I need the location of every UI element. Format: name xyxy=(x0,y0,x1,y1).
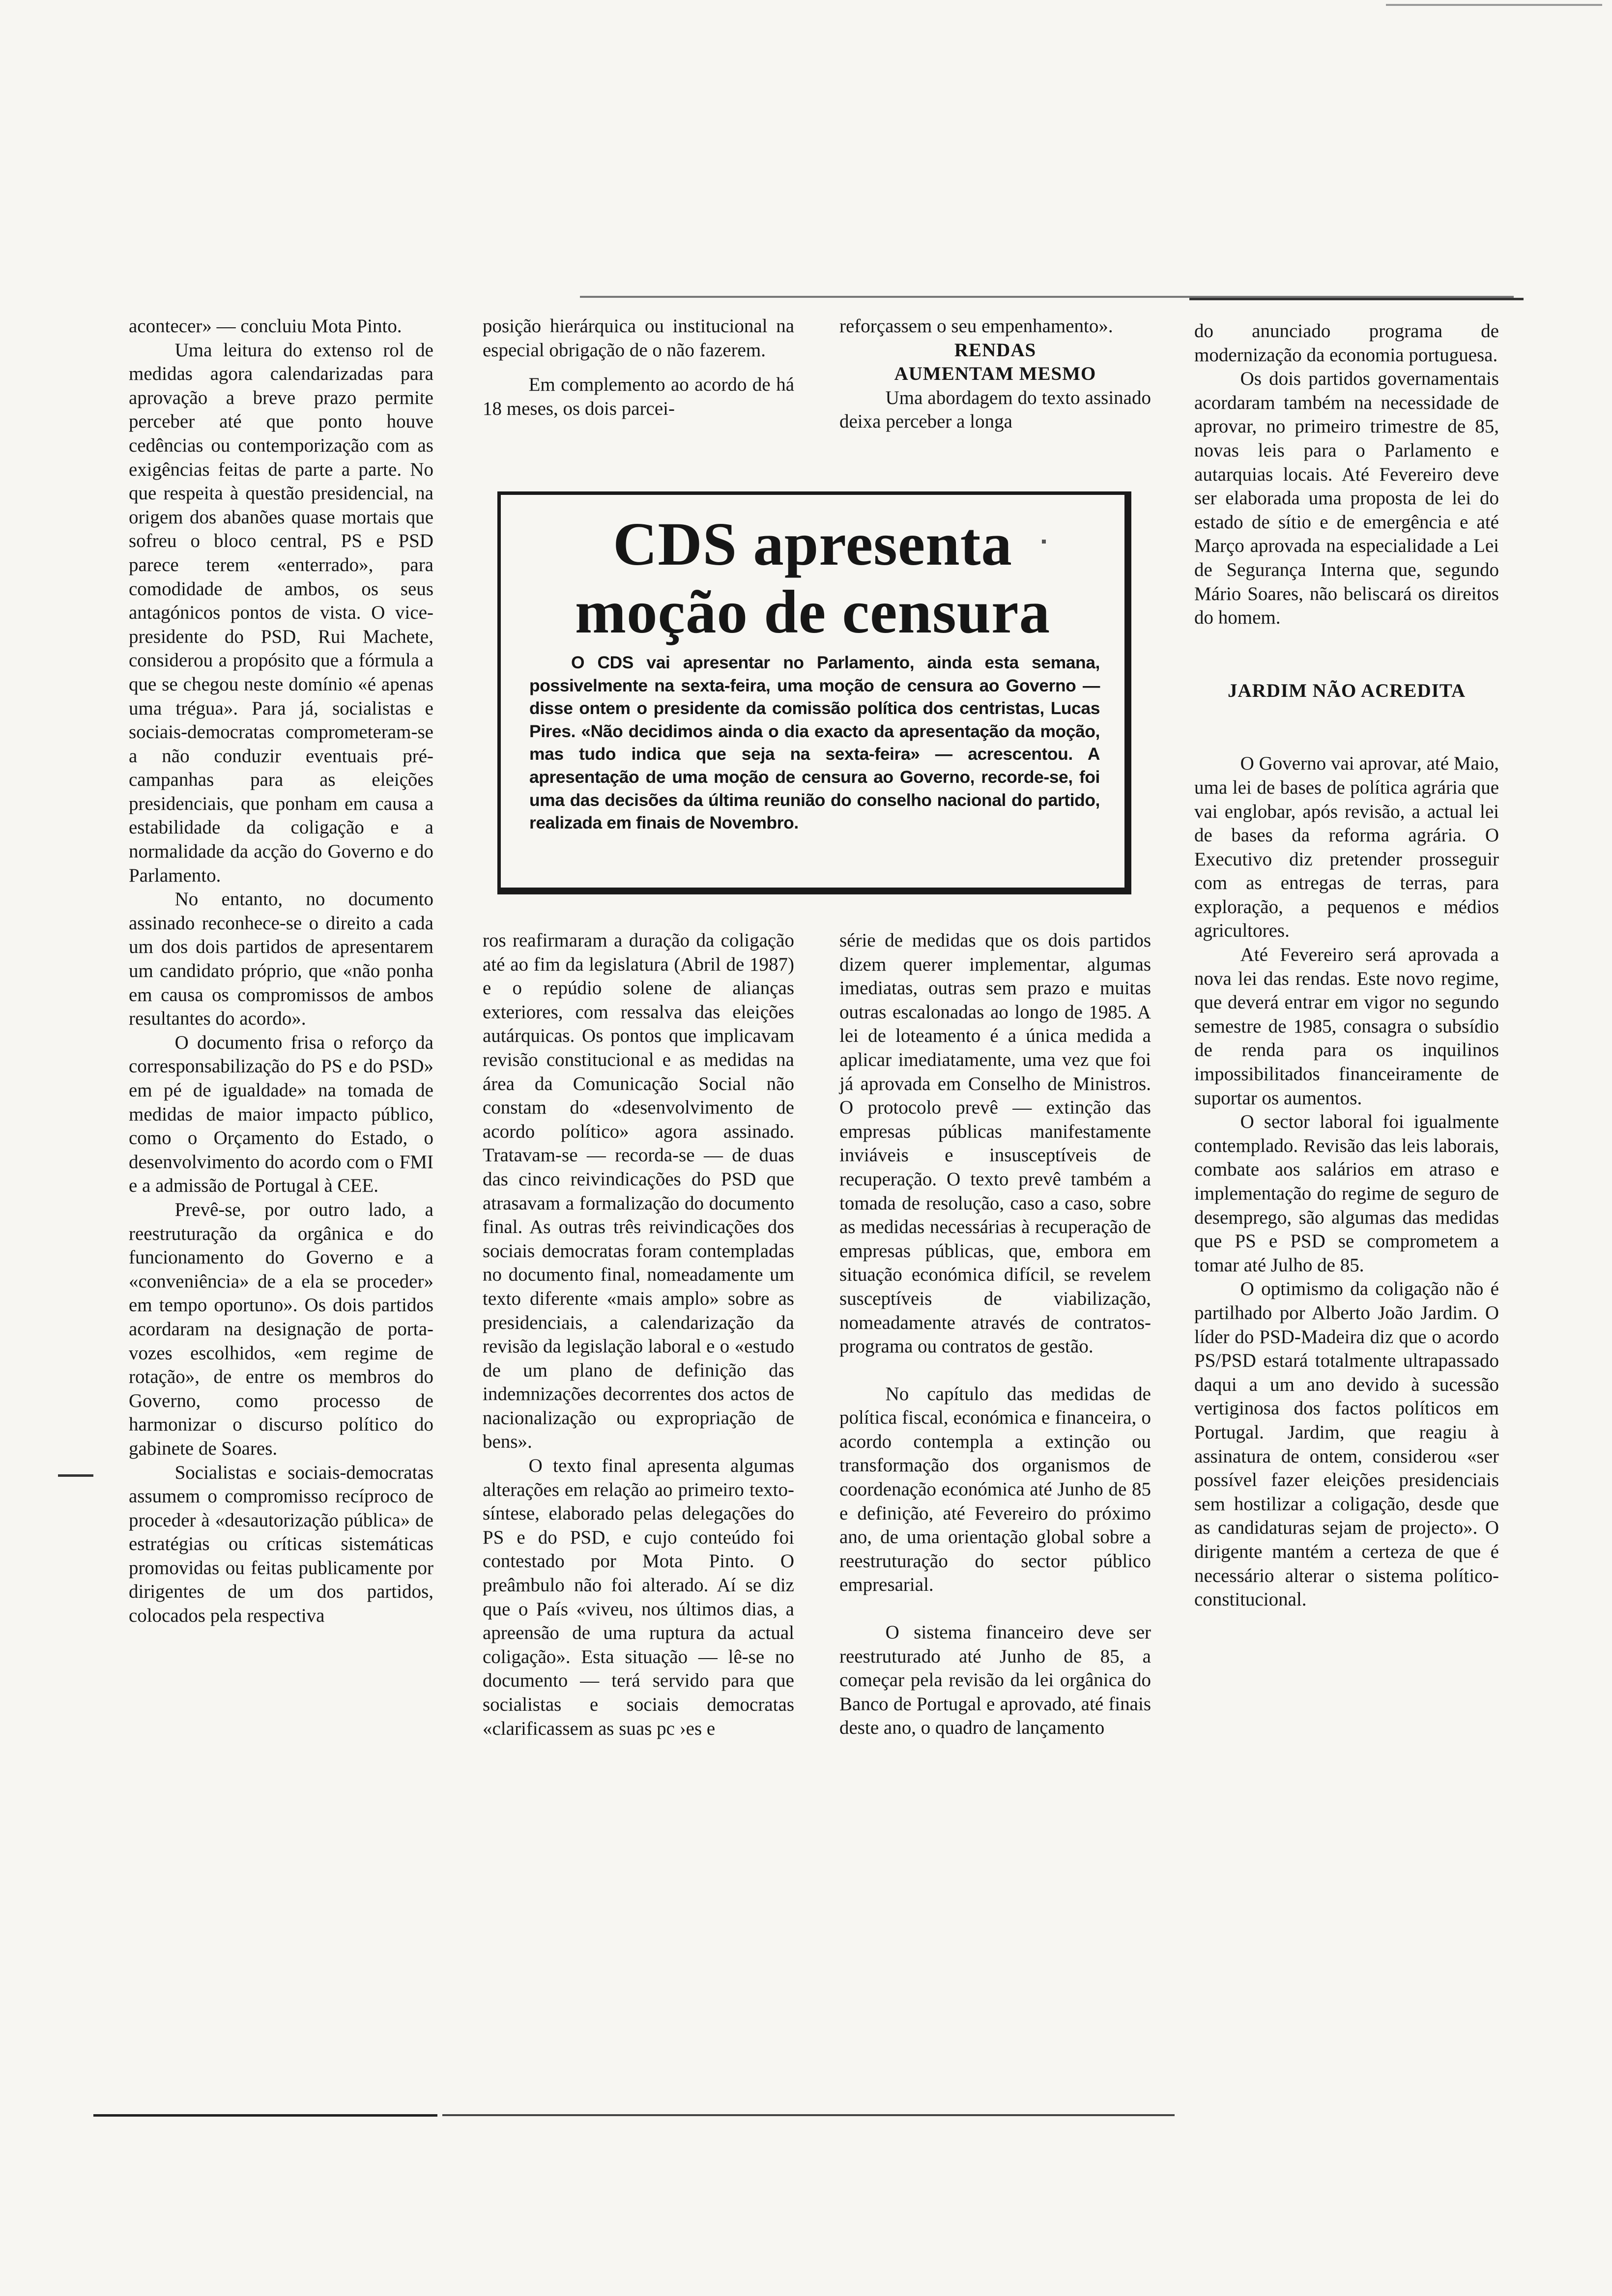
margin-dash xyxy=(58,1474,93,1477)
subheading: AUMENTAM MESMO xyxy=(894,363,1096,385)
paragraph: série de medidas que os dois partidos dizem querer implementar, algumas imediatas, outras sem prazo e muitas outras escalonadas ao longo de 1985. A lei de loteamento é a única medida a aplicar imediatamente, uma vez que foi já aprovada em Conselho de Ministros. O protocolo prevê — extinção das empresas públicas manifestamente inviáveis e insusceptíveis de recuperação. O texto prevê também a tomada de resolução, caso a caso, sobre as medidas necessárias à recuperação de empresas públicas, que, embora em situação económica difícil, se revelem susceptíveis de viabilização, nomeadamente através de contratos-programa ou contratos de gestão. xyxy=(839,930,1151,1357)
headline-line: CDS apresenta xyxy=(613,511,1012,578)
paragraph: ros reafirmaram a duração da coligação até ao fim da legislatura (Abril de 1987) e o repúdio solene de alianças exteriores, com ressalva das eleições autárquicas. Os pontos que implicavam revisão constitucional e as medidas na área da Comunicação Social não constam do «desenvolvimento de acordo político» agora assinado. Tratavam-se — recorda-se — de duas das cinco reivindicações do PSD que atrasavam a formalização do documento final. As outras três reivindicações dos sociais democratas foram contempladas no documento final, nomeadamente um texto diferente «mais amplo» sobre as presidenciais, a calendarização da revisão da legislação laboral e o «estudo de um plano de definição das indemnizações decorrentes dos actos de nacionalização ou expropriação de bens». xyxy=(483,930,794,1453)
paragraph: O sistema financeiro deve ser reestruturado até Junho de 85, a começar pela revisão da lei orgânica do Banco de Portugal e aprovado, até finais deste ano, o quadro de lançamento xyxy=(839,1622,1151,1739)
subheading: JARDIM NÃO ACREDITA xyxy=(1227,680,1466,701)
headline-box xyxy=(497,491,1131,894)
paragraph: O sector laboral foi igualmente contemplado. Revisão das leis laborais, combate aos salários em atraso e implementação do regime de seguro de desemprego, são algumas das medidas que PS e PSD se comprometem a tomar até Julho de 85. xyxy=(1194,1111,1499,1276)
paragraph: Socialistas e sociais-democratas assumem o compromisso recíproco de proceder à «desautorização pública» de estratégias ou críticas sistemáticas promovidas ou feitas publicamente por dirigentes de um dos partidos, colocados pela respectiva xyxy=(129,1462,433,1627)
paragraph: Até Fevereiro será aprovada a nova lei das rendas. Este novo regime, que deverá entrar em vigor no segundo semestre de 1985, consagra o subsídio de renda para os inquilinos impossibilitados financeiramente de suportar os aumentos. xyxy=(1194,944,1499,1109)
column-4 xyxy=(1194,319,1499,1612)
column-3 xyxy=(839,929,1151,1740)
paragraph: O texto final apresenta algumas alterações em relação ao primeiro texto-síntese, elaborado pelas delegações do PS e do PSD, e cujo conteúdo foi contestado por Mota Pinto. O preâmbulo não foi alterado. Aí se diz que o País «viveu, nos últimos dias, a apreensão de uma ruptura da actual coligação». Esta situação — lê-se no documento — terá servido para que socialistas e sociais democratas «clarificassem as suas pc ›es e xyxy=(483,1455,794,1739)
paragraph: O documento frisa o reforço da corresponsabilização do PS e do PSD» em pé de igualdade» na tomada de medidas de maior impacto público, como o Orçamento do Estado, o desenvolvimento do acordo com o FMI e a admissão de Portugal à CEE. xyxy=(129,1032,433,1197)
top-right-rule xyxy=(1189,298,1524,300)
paragraph: do anunciado programa de modernização da economia portuguesa. xyxy=(1194,320,1499,366)
column-1 xyxy=(129,315,433,1628)
paragraph: acontecer» — concluiu Mota Pinto. xyxy=(129,316,402,337)
paragraph: O optimismo da coligação não é partilhado por Alberto João Jardim. O líder do PSD-Madeira diz que o acordo PS/PSD estará totalmente ultrapassado daqui a um ano devido à sucessão vertiginosa dos factos políticos em Portugal. Jardim, que reagiu à assinatura de ontem, considerou «ser possível fazer eleições presidenciais sem hostilizar a coligação, desde que as candidaturas sejam de projecto». O dirigente mantém a certeza de que é necessário alterar o sistema político-constitucional. xyxy=(1194,1278,1499,1610)
paragraph: No entanto, no documento assinado reconhece-se o direito a cada um dos dois partidos de apresentarem um candidato próprio, que «não ponha em causa os compromissos de ambos resultantes do acordo». xyxy=(129,889,433,1030)
lead-text: O CDS vai apresentar no Parlamento, ainda esta semana, possivelmente na sexta-feira, uma moção de censura ao Governo — disse ontem o presidente da comissão política dos centristas, Lucas Pires. «Não decidimos ainda o dia exacto da apresentação da moção, mas tudo indica que seja na sexta-feira» — acrescentou. A apresentação de uma moção de censura ao Governo, recorde-se, foi uma das decisões da última reunião do conselho nacional do partido, realizada em finais de Novembro. xyxy=(529,653,1100,833)
headline xyxy=(501,511,1124,646)
paragraph: Os dois partidos governamentais acordaram também na necessidade de aprovar, no primeiro trimestre de 85, novas leis para o Parlamento e autarquias locais. Até Fevereiro deve ser elaborada uma proposta de lei do estado de sítio e de emergência e até Março aprovada na especialidade a Lei de Segurança Interna que, segundo Mário Soares, não beliscará os direitos do homem. xyxy=(1194,368,1499,629)
lead-paragraph xyxy=(529,651,1100,834)
paragraph: Uma leitura do extenso rol de medidas agora calendarizadas para aprovação a breve prazo permite perceber até que ponto houve cedências ou contemporização com as exigências feitas de parte a parte. No que respeita à questão presidencial, na origem dos abanões quase mortais que sofreu o bloco central, PS e PSD parece terem «enterrado», para comodidade de ambos, os seus antagónicos pontos de vista. O vice-presidente do PSD, Rui Machete, considerou a propósito que a fórmula a que se chegou neste domínio «é apenas uma trégua». Para já, socialistas e sociais-democratas comprometeram-se a não conduzir eventuais pré-campanhas para as eleições presidenciais, que ponham em causa a estabilidade da coligação e a normalidade da acção do Governo e do Parlamento. xyxy=(129,339,433,886)
column-3-top xyxy=(839,315,1151,434)
paragraph: Em complemento ao acordo de há 18 meses, os dois parcei- xyxy=(483,374,794,419)
column-2-top xyxy=(483,315,794,421)
bottom-rule-right xyxy=(442,2114,1175,2116)
top-edge-rule xyxy=(1386,4,1602,6)
paragraph: reforçassem o seu empenhamento». xyxy=(839,316,1113,337)
paragraph: Uma abordagem do texto assinado deixa perceber a longa xyxy=(839,387,1151,432)
bottom-rule-left xyxy=(93,2114,437,2117)
column-2 xyxy=(483,929,794,1741)
headline-line: moção de censura xyxy=(575,578,1051,646)
paragraph: Prevê-se, por outro lado, a reestruturação da orgânica e do funcionamento do Governo e a «conveniência» de a ela se proceder» em tempo oportuno». Os dois partidos acordaram na designação de porta-vozes escolhidos, «em regime de rotação», de entre os membros do Governo, como processo de harmonizar o discurso político do gabinete de Soares. xyxy=(129,1199,433,1459)
subheading: RENDAS xyxy=(954,339,1036,361)
paragraph: No capítulo das medidas de política fiscal, económica e financeira, o acordo contempla a extinção ou transformação dos organismos de coordenação económica até Junho de 85 e definição, até Fevereiro do próximo ano, de uma orientação global sobre a reestruturação do sector público empresarial. xyxy=(839,1383,1151,1596)
paragraph: posição hierárquica ou institucional na especial obrigação de o não fazerem. xyxy=(483,316,794,361)
paragraph: O Governo vai aprovar, até Maio, uma lei de bases de política agrária que vai englobar, após revisão, a actual lei de bases da reforma agrária. O Executivo diz pretender prosseguir com as entregas de terras, para exploração, a pequenos e médios agricultores. xyxy=(1194,753,1499,942)
